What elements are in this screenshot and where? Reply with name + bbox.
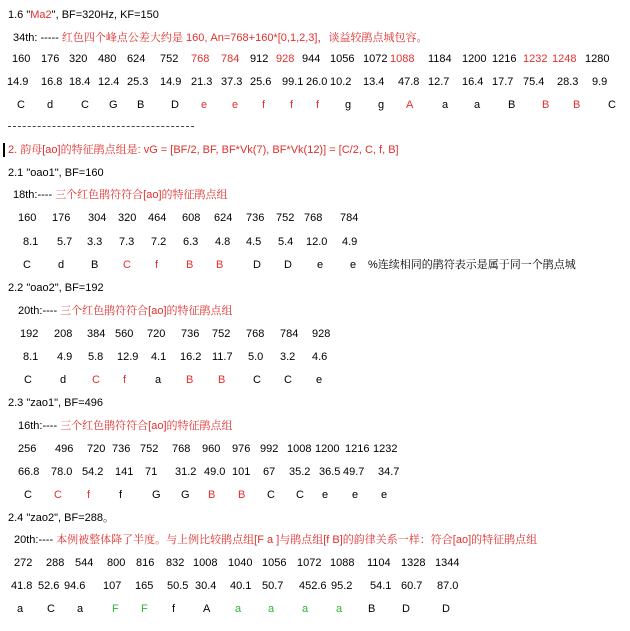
note-value: B <box>91 259 99 271</box>
amplitude-value: 75.4 <box>523 76 545 88</box>
amplitude-value: 25.3 <box>127 76 149 88</box>
amplitude-value: 67 <box>263 466 276 478</box>
amplitude-value: 12.4 <box>98 76 120 88</box>
freq-value: 1216 <box>345 443 370 455</box>
note-text: 三个红色鹃符符合[ao]的特征鹃点组 <box>60 420 233 432</box>
note-label: 34th: ----- <box>13 32 59 44</box>
freq-value: 176 <box>52 212 71 224</box>
section-2-3-note <box>18 419 233 433</box>
amplitude-value: 14.9 <box>160 76 182 88</box>
note-label: 18th:---- <box>13 189 53 201</box>
amplitude-value: 30.4 <box>195 580 217 592</box>
freq-value: 832 <box>166 557 185 569</box>
amplitude-value: 10.2 <box>330 76 352 88</box>
note-value: a <box>77 603 84 615</box>
note-text: 三个红色鹃符符合[ao]的特征鹃点组 <box>60 305 233 317</box>
amplitude-value: 36.5 <box>319 466 341 478</box>
note-value: D <box>442 603 450 615</box>
note-value: D <box>171 99 179 111</box>
freq-value: 624 <box>214 212 233 224</box>
amplitude-value: 107 <box>103 580 122 592</box>
freq-value: 752 <box>212 328 231 340</box>
freq-value: 736 <box>112 443 131 455</box>
freq-value: 768 <box>246 328 265 340</box>
freq-value: 912 <box>250 53 269 65</box>
note-value: A <box>203 603 211 615</box>
amplitude-value: 71 <box>145 466 158 478</box>
note-value: C <box>253 374 261 386</box>
note-label: 20th:---- <box>18 305 58 317</box>
note-label: 16th:---- <box>18 420 58 432</box>
note-value: e <box>381 489 388 501</box>
note-text: 本例被整体降了半度。与上例比较鹃点组[F a ]与鹃点组[f B]的韵律关系一样：符合[ao]的特征鹃点组 <box>56 534 538 546</box>
freq-value: 1216 <box>492 53 517 65</box>
note-value: F <box>112 603 119 615</box>
amplitude-value: 49.0 <box>204 466 226 478</box>
note-value: d <box>60 374 67 386</box>
amplitude-value: 11.7 <box>212 351 233 363</box>
amplitude-value: 4.9 <box>342 236 358 248</box>
freq-value: 928 <box>276 53 295 65</box>
note-value: B <box>186 259 194 271</box>
amplitude-value: 47.8 <box>398 76 420 88</box>
amplitude-value: 12.7 <box>428 76 450 88</box>
section-2-4-title: 2.4 "zao2", BF=288。 <box>8 512 114 524</box>
note-text: 三个红色鹃符符合[ao]的特征鹃点组 <box>55 189 228 201</box>
amplitude-value: 5.7 <box>57 236 73 248</box>
amplitude-value: 49.7 <box>343 466 365 478</box>
amplitude-value: 452.6 <box>299 580 327 592</box>
freq-value: 1328 <box>401 557 426 569</box>
note-value: e <box>317 259 324 271</box>
amplitude-value: 4.5 <box>246 236 262 248</box>
freq-value: 464 <box>148 212 167 224</box>
amplitude-value: 28.3 <box>557 76 579 88</box>
amplitude-value: 95.2 <box>331 580 353 592</box>
amplitude-value: 6.3 <box>183 236 199 248</box>
freq-value: 720 <box>87 443 106 455</box>
amplitude-value: 41.8 <box>11 580 33 592</box>
note-value: C <box>17 99 25 111</box>
amplitude-value: 99.1 <box>282 76 304 88</box>
note-value: B <box>238 489 246 501</box>
amplitude-value: 52.6 <box>38 580 60 592</box>
note-value: C <box>23 259 31 271</box>
amplitude-value: 87.0 <box>437 580 459 592</box>
note-value: f <box>290 99 294 111</box>
note-value: a <box>17 603 24 615</box>
freq-value: 480 <box>98 53 117 65</box>
amplitude-value: 5.4 <box>278 236 294 248</box>
amplitude-value: 4.1 <box>151 351 167 363</box>
freq-value: 1344 <box>435 557 460 569</box>
note-value: D <box>284 259 292 271</box>
freq-value: 1008 <box>287 443 312 455</box>
note-value: e <box>322 489 329 501</box>
note-value: C <box>24 489 32 501</box>
amplitude-value: 54.2 <box>82 466 104 478</box>
freq-value: 768 <box>172 443 191 455</box>
freq-value: 320 <box>118 212 137 224</box>
amplitude-value: 40.1 <box>230 580 252 592</box>
note-value: B <box>573 99 581 111</box>
freq-value: 160 <box>18 212 37 224</box>
freq-value: 160 <box>12 53 31 65</box>
note-value: B <box>218 374 226 386</box>
amplitude-value: 60.7 <box>401 580 423 592</box>
freq-value: 752 <box>140 443 159 455</box>
freq-value: 1056 <box>262 557 287 569</box>
amplitude-value: 141 <box>115 466 134 478</box>
note-value: a <box>474 99 481 111</box>
freq-value: 944 <box>302 53 321 65</box>
freq-value: 256 <box>18 443 37 455</box>
freq-value: 192 <box>20 328 39 340</box>
section-2-4-note <box>14 533 537 547</box>
amplitude-value: 66.8 <box>18 466 40 478</box>
amplitude-value: 94.6 <box>64 580 86 592</box>
note-value: f <box>155 259 159 271</box>
freq-value: 1200 <box>315 443 340 455</box>
freq-value: 992 <box>260 443 279 455</box>
freq-value: 384 <box>87 328 106 340</box>
note-value: B <box>508 99 516 111</box>
freq-value: 768 <box>191 53 210 65</box>
note-value: C <box>81 99 89 111</box>
note-value: D <box>402 603 410 615</box>
freq-value: 976 <box>232 443 251 455</box>
freq-value: 928 <box>312 328 331 340</box>
freq-value: 1232 <box>523 53 548 65</box>
freq-value: 1200 <box>462 53 487 65</box>
freq-value: 960 <box>202 443 221 455</box>
amplitude-value: 14.9 <box>7 76 29 88</box>
note-value: C <box>24 374 32 386</box>
note-value: f <box>172 603 176 615</box>
amplitude-value: 4.9 <box>57 351 73 363</box>
amplitude-value: 8.1 <box>23 351 39 363</box>
note-value: e <box>201 99 208 111</box>
note-value: f <box>123 374 127 386</box>
freq-value: 544 <box>75 557 94 569</box>
amplitude-value: 54.1 <box>370 580 392 592</box>
note-value: B <box>208 489 216 501</box>
freq-value: 320 <box>69 53 88 65</box>
note-value: a <box>235 603 242 615</box>
amplitude-value: 25.6 <box>250 76 272 88</box>
note-value: F <box>141 603 148 615</box>
freq-value: 784 <box>280 328 299 340</box>
note-value: G <box>181 489 190 501</box>
section-2-2-note <box>18 304 233 318</box>
note-value: C <box>92 374 100 386</box>
note-value: A <box>406 99 414 111</box>
amplitude-value: 101 <box>232 466 251 478</box>
note-value: d <box>58 259 65 271</box>
note-value: G <box>152 489 161 501</box>
note-value: d <box>47 99 54 111</box>
amplitude-value: 35.2 <box>289 466 311 478</box>
note-value: B <box>368 603 376 615</box>
freq-value: 560 <box>115 328 134 340</box>
freq-value: 272 <box>14 557 33 569</box>
amplitude-value: 16.4 <box>462 76 484 88</box>
freq-value: 1104 <box>367 557 391 569</box>
note-value: e <box>352 489 359 501</box>
amplitude-value: 21.3 <box>191 76 213 88</box>
freq-value: 1088 <box>390 53 415 65</box>
freq-value: 736 <box>181 328 200 340</box>
amplitude-value: 5.0 <box>248 351 264 363</box>
note-label: 20th:---- <box>14 534 54 546</box>
amplitude-value: 50.5 <box>167 580 189 592</box>
note-value: C <box>47 603 55 615</box>
section-1-6-note <box>13 31 427 45</box>
freq-value: 496 <box>55 443 74 455</box>
amplitude-value: 37.3 <box>221 76 243 88</box>
note-value: e <box>232 99 239 111</box>
amplitude-value: 26.0 <box>306 76 328 88</box>
freq-value: 176 <box>41 53 60 65</box>
section-1-6-title <box>8 8 159 22</box>
freq-value: 1040 <box>228 557 253 569</box>
note-value: a <box>442 99 449 111</box>
freq-value: 608 <box>182 212 201 224</box>
freq-value: 1232 <box>373 443 398 455</box>
amplitude-value: 12.0 <box>306 236 328 248</box>
freq-value: 288 <box>46 557 65 569</box>
freq-value: 1184 <box>428 53 452 65</box>
amplitude-value: 4.6 <box>312 351 328 363</box>
amplitude-value: 9.9 <box>592 76 608 88</box>
freq-value: 1072 <box>363 53 388 65</box>
note-value: e <box>350 259 357 271</box>
note-value: C <box>54 489 62 501</box>
amplitude-value: 16.8 <box>41 76 63 88</box>
amplitude-value: 3.2 <box>280 351 296 363</box>
note-text: 红色四个峰点公差大约是 160, An=768+160*[0,1,2,3]，谈益较鹃点城包容。 <box>61 32 428 44</box>
amplitude-value: 5.8 <box>88 351 104 363</box>
freq-value: 720 <box>147 328 166 340</box>
title-name: Ma2 <box>30 9 52 21</box>
amplitude-value: 13.4 <box>363 76 385 88</box>
section-2-1-remark: %连续相同的鹃符表示是属于同一个鹃点城 <box>368 259 576 271</box>
freq-value: 1280 <box>585 53 610 65</box>
freq-value: 784 <box>221 53 240 65</box>
note-value: a <box>268 603 275 615</box>
note-value: C <box>284 374 292 386</box>
freq-value: 816 <box>136 557 155 569</box>
title-prefix: 1.6 " <box>8 9 31 21</box>
note-value: f <box>119 489 123 501</box>
section-2-3-title: 2.3 "zao1", BF=496 <box>8 397 103 409</box>
note-value: a <box>302 603 309 615</box>
amplitude-value: 7.3 <box>119 236 135 248</box>
note-value: f <box>262 99 266 111</box>
freq-value: 1248 <box>552 53 577 65</box>
note-value: g <box>378 99 385 111</box>
section-2-1-title: 2.1 "oao1", BF=160 <box>8 167 104 179</box>
note-value: e <box>316 374 323 386</box>
section-2-1-note <box>13 188 228 202</box>
note-value: D <box>253 259 261 271</box>
freq-value: 208 <box>54 328 73 340</box>
note-value: B <box>186 374 194 386</box>
amplitude-value: 8.1 <box>23 236 39 248</box>
amplitude-value: 16.2 <box>180 351 202 363</box>
freq-value: 736 <box>246 212 265 224</box>
freq-value: 624 <box>127 53 146 65</box>
amplitude-value: 34.7 <box>378 466 400 478</box>
note-value: C <box>608 99 616 111</box>
freq-value: 768 <box>304 212 323 224</box>
freq-value: 1008 <box>193 557 218 569</box>
amplitude-value: 78.0 <box>51 466 73 478</box>
amplitude-value: 18.4 <box>69 76 91 88</box>
amplitude-value: 3.3 <box>87 236 103 248</box>
note-value: C <box>267 489 275 501</box>
amplitude-value: 50.7 <box>262 580 284 592</box>
note-value: a <box>155 374 162 386</box>
amplitude-value: 17.7 <box>492 76 514 88</box>
freq-value: 752 <box>276 212 295 224</box>
freq-value: 1088 <box>330 557 355 569</box>
note-value: a <box>336 603 343 615</box>
amplitude-value: 31.2 <box>175 466 197 478</box>
freq-value: 784 <box>340 212 359 224</box>
amplitude-value: 12.9 <box>117 351 139 363</box>
amplitude-value: 7.2 <box>151 236 167 248</box>
section-2-heading: 2. 韵母[ao]的特征鹃点组是: vG = [BF/2, BF, BF*Vk(7), BF*Vk(12)] = [C/2, C, f, B] <box>8 144 399 156</box>
section-2-2-title: 2.2 "oao2", BF=192 <box>8 282 104 294</box>
freq-value: 800 <box>107 557 126 569</box>
amplitude-value: 165 <box>135 580 154 592</box>
freq-value: 1072 <box>297 557 322 569</box>
amplitude-value: 4.8 <box>215 236 231 248</box>
note-value: B <box>216 259 224 271</box>
note-value: C <box>123 259 131 271</box>
note-value: f <box>87 489 91 501</box>
title-suffix: ", BF=320Hz, KF=150 <box>51 9 159 21</box>
note-value: f <box>316 99 320 111</box>
note-value: g <box>345 99 352 111</box>
freq-value: 304 <box>88 212 107 224</box>
note-value: G <box>109 99 118 111</box>
note-value: B <box>137 99 145 111</box>
note-value: C <box>296 489 304 501</box>
note-value: B <box>542 99 550 111</box>
freq-value: 1056 <box>330 53 355 65</box>
freq-value: 752 <box>160 53 179 65</box>
